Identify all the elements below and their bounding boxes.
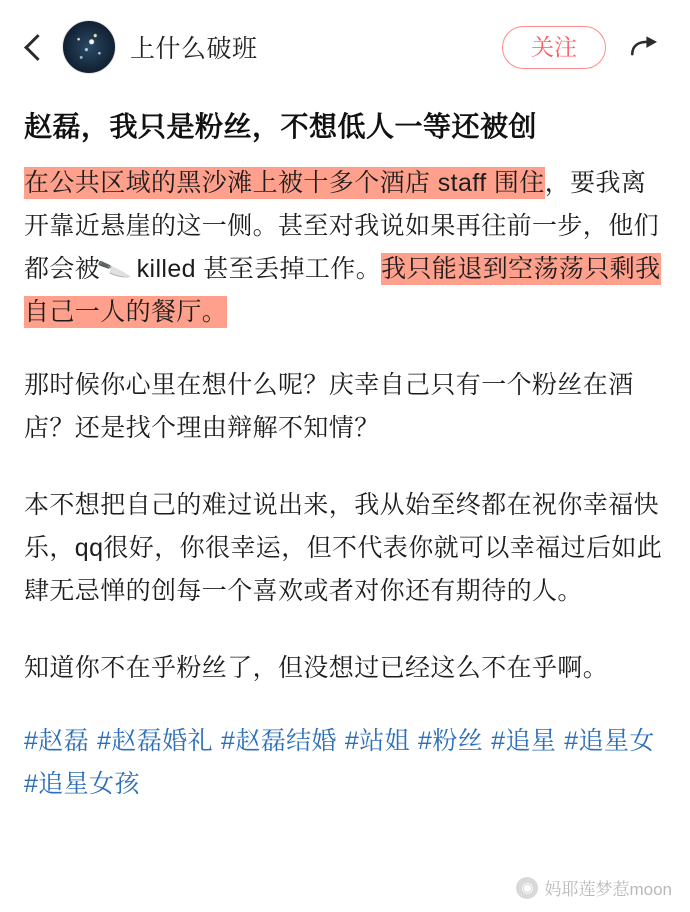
top-bar (0, 0, 690, 88)
highlight-text-1: 在公共区域的黑沙滩上被十多个酒店 staff 围住 (24, 169, 545, 197)
post-content (0, 106, 690, 806)
avatar[interactable] (62, 20, 116, 74)
hashtag-item[interactable]: #赵磊 (24, 727, 90, 755)
watermark (516, 875, 672, 900)
post-paragraph-4: 知道你不在乎粉丝了，但没想过已经这么不在乎啊。 (24, 654, 609, 682)
post-paragraph-3: 本不想把自己的难过说出来，我从始至终都在祝你幸福快乐，qq很好，你很幸运，但不代表你就可以幸福过后如此肆无忌惮的创每一个喜欢或者对你还有期待的人。 (24, 491, 663, 605)
follow-button[interactable]: 关注 (502, 26, 606, 69)
share-arrow-icon (628, 30, 662, 64)
hashtag-list (24, 720, 666, 806)
username-label[interactable]: 上什么破班 (130, 35, 258, 63)
post-paragraph-2: 那时候你心里在想什么呢？庆幸自己只有一个粉丝在酒店？还是找个理由辩解不知情？ (24, 371, 634, 442)
weibo-eye-icon: ◉ (516, 877, 538, 899)
back-chevron-icon (24, 34, 51, 61)
hashtag-item[interactable]: #站姐 (344, 727, 411, 755)
hashtag-item[interactable]: #追星女 (564, 727, 655, 755)
hashtag-item[interactable]: #粉丝 (418, 727, 484, 755)
highlight-text-2: 我只能退到空荡荡只剩我自己一人的餐厅。 (24, 255, 661, 326)
hashtag-item[interactable]: #赵磊婚礼 (97, 727, 214, 755)
knife-icon: 🔪 (96, 251, 133, 287)
back-button[interactable] (18, 27, 52, 67)
post-paragraph-1 (24, 162, 666, 334)
paragraph-1-text-b: killed 甚至丢掉工作。 (129, 255, 382, 283)
hashtag-item[interactable]: #追星 (491, 727, 557, 755)
share-button[interactable] (622, 24, 668, 70)
hashtag-item[interactable]: #赵磊结婚 (221, 727, 337, 755)
page-title: 赵磊，我只是粉丝，不想低人一等还被创 (24, 111, 538, 142)
hashtag-item[interactable]: #追星女孩 (24, 770, 140, 798)
watermark-label: 妈耶莲梦惹moon (544, 880, 672, 899)
paragraph-1-text-a: ，要我离开靠近悬崖的这一侧。甚至对我说如果再往前一步，他们都会被 (24, 169, 660, 283)
